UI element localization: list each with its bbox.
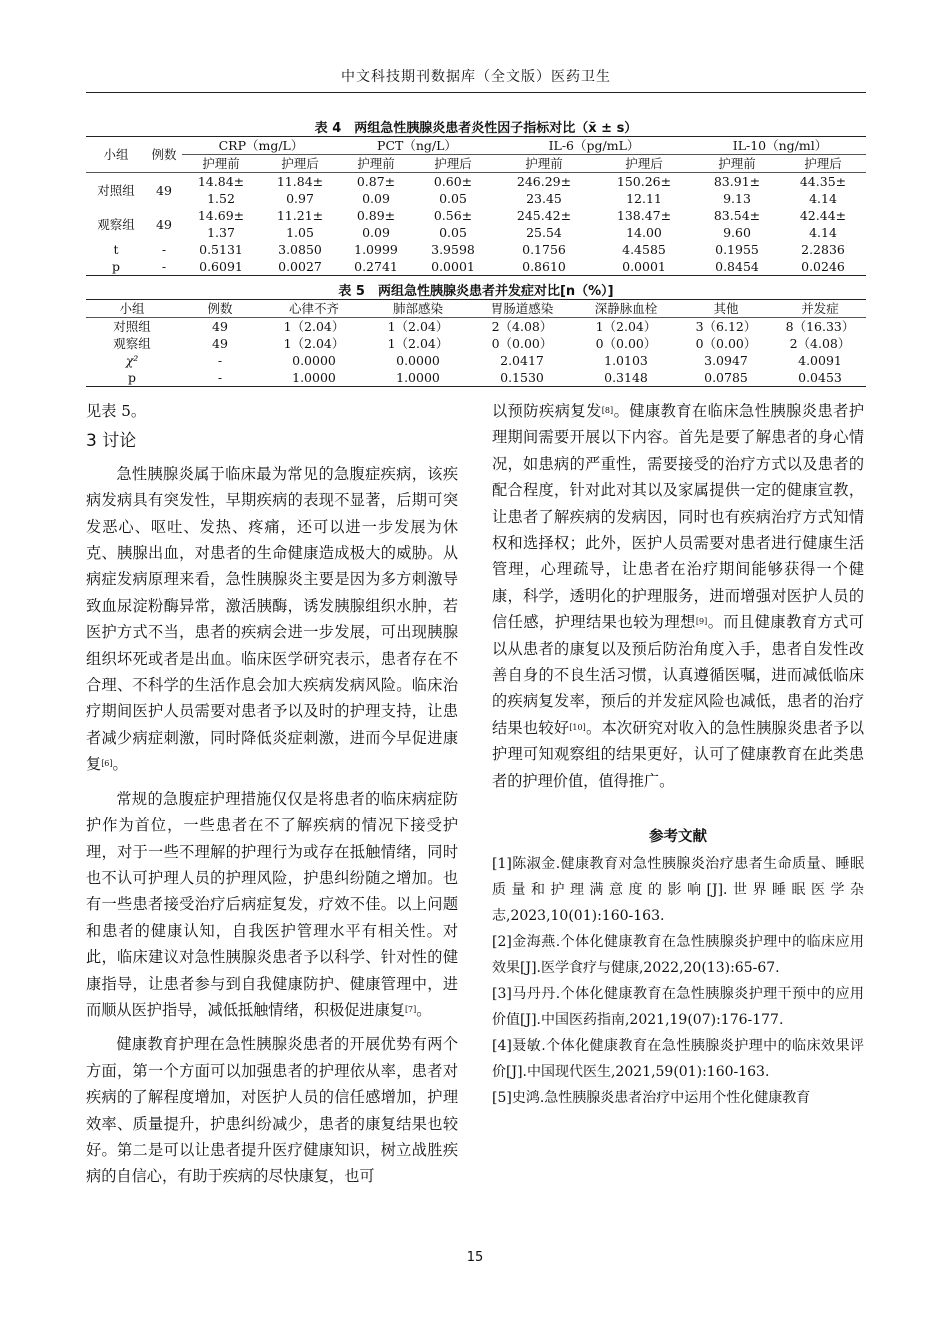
see-table-text: 见表 5。 [86, 402, 147, 420]
table5-caption: 表 5 两组急性胰腺炎患者并发症对比[n（%）] [338, 284, 614, 299]
cell: p [127, 370, 136, 385]
cell: 0.87± [356, 174, 396, 189]
cell: 11.84± [276, 174, 324, 189]
cell: 0.97 [286, 191, 314, 206]
t4-head-il6: IL-6（pg/mL） [494, 137, 694, 155]
paragraph-text: 。健康教育在临床急性胰腺炎患者护理期间需要开展以下内容。首先是要了解患者的身心情况，如患病的严重性，需要接受的治疗方式以及患者的配合程度，针对此对其以及家属提供一定的健康宣教，让患者了解疾病的发病因，同时也有疾病治疗方式知情权和选择权；此外，医护人员需要对患者进行健康生活管理，心理疏导，让患者在治疗期间能够获得一个健康，科学，透明化的护理服务，进而增强对医护人员的信任感，护理结果也较为理想 [492, 402, 865, 632]
t4-head-before: 护理前 [525, 156, 563, 171]
cell: 0.5131 [199, 242, 243, 257]
t5-head: 心律不齐 [288, 301, 339, 316]
cell: 0.05 [439, 191, 467, 206]
table-row [86, 190, 866, 207]
cell: 42.44± [799, 208, 847, 223]
citation: [8] [601, 406, 614, 415]
cell: 83.54± [713, 208, 761, 223]
table-row [86, 224, 866, 241]
cell: 观察组 [97, 216, 135, 232]
cell: 49 [156, 182, 172, 198]
citation: [10] [569, 722, 586, 732]
citation: [9] [695, 617, 708, 627]
cell: 44.35± [799, 174, 847, 189]
cell: 0.1955 [715, 242, 759, 257]
t5-head: 并发症 [801, 301, 839, 316]
cell: 0.05 [439, 225, 467, 240]
cell: 1（2.04） [283, 336, 345, 351]
table4 [86, 136, 866, 276]
table-row [86, 207, 866, 224]
reference-item: [4]聂敏.个体化健康教育在急性胰腺炎护理中的临床效果评价[J].中国现代医生,2021,59(01):160-163. [492, 1037, 864, 1080]
journal-header: 中文科技期刊数据库（全文版）医药卫生 [341, 69, 611, 85]
t5-head: 肺部感染 [392, 301, 443, 316]
cell: 49 [212, 319, 228, 334]
cell: 1.0999 [354, 242, 398, 257]
cell: 0.1756 [522, 242, 566, 257]
cell: 138.47± [616, 208, 672, 223]
cell: 1（2.04） [283, 319, 345, 334]
citation: [6] [101, 759, 113, 769]
cell: 245.42± [516, 208, 572, 223]
punctuation: 。 [416, 1000, 432, 1019]
cell: 4.14 [809, 225, 837, 240]
page-number: 15 [466, 1250, 484, 1265]
section-heading: 3 讨论 [86, 431, 137, 452]
cell: 0.0000 [292, 353, 336, 368]
paragraph [492, 398, 864, 794]
cell: 对照组 [113, 319, 151, 334]
cell: 2.2836 [801, 242, 845, 257]
cell: 150.26± [616, 174, 672, 189]
paragraph-text: 。本次研究对收入的急性胰腺炎患者予以护理可知观察组的结果更好，认可了健康教育在此类患者的护理价值，值得推广。 [492, 718, 865, 790]
cell: - [217, 353, 223, 368]
cell: 0.3148 [604, 370, 648, 385]
paragraph-text: 常规的急腹症护理措施仅仅是将患者的临床病症防护作为首位，一些患者在不了解疾病的情况下接受护理，对于一些不理解的护理行为或存在抵触情绪，同时也不认可护理人员的护理风险，护患纠纷随之增加。也有一些患者接受治疗后病症复发，疗效不佳。以上问题和患者的健康认知，自我医护管理水平有相关性。对此，临床建议对急性胰腺炎患者予以科学、针对性的健康指导，让患者参与到自我健康防护、健康管理中，进而顺从医护指导，减低抵触情绪，积极促进康复 [86, 789, 458, 1019]
cell: 0.56± [433, 208, 473, 223]
cell: 1（2.04） [387, 319, 449, 334]
cell: 0.0001 [431, 259, 475, 274]
cell: 0（0.00） [595, 336, 657, 351]
cell: 3.0947 [704, 353, 748, 368]
t4-head-after: 护理后 [434, 156, 472, 171]
cell: 0.0785 [704, 370, 748, 385]
cell: - [161, 242, 167, 257]
table-row [86, 173, 866, 191]
cell: 14.84± [197, 174, 245, 189]
cell: 25.54 [526, 225, 562, 240]
table-row [86, 335, 866, 352]
table-row [86, 318, 866, 336]
t4-head-crp: CRP（mg/L） [182, 137, 340, 155]
table-row [86, 241, 866, 258]
t5-head: 胃肠道感染 [490, 301, 554, 316]
cell: 0.60± [433, 174, 473, 189]
reference-item: [5]史鸿.急性胰腺炎患者治疗中运用个性化健康教育 [492, 1089, 811, 1106]
t4-head-after: 护理后 [804, 156, 842, 171]
table4-caption: 表 4 两组急性胰腺炎患者炎性因子指标对比（x̄ ± s） [314, 121, 638, 136]
cell: - [161, 259, 167, 274]
cell: 观察组 [113, 336, 151, 351]
cell: 0.0027 [278, 259, 322, 274]
cell: 1.05 [286, 225, 314, 240]
citation: [7] [404, 1004, 417, 1014]
cell: 0.0453 [798, 370, 842, 385]
cell: 83.91± [713, 174, 761, 189]
t4-head-before: 护理前 [357, 156, 395, 171]
paragraph [86, 1031, 458, 1189]
t4-head-before: 护理前 [202, 156, 240, 171]
cell: 0.0001 [622, 259, 666, 274]
header-rule [86, 92, 866, 93]
t4-head-pct: PCT（ng/L） [340, 137, 494, 155]
t4-head-before: 护理前 [718, 156, 756, 171]
cell: 1.0000 [292, 370, 336, 385]
cell: 49 [212, 336, 228, 351]
paragraph-text: 。而且健康教育方式可以从患者的康复以及预后防治角度入手，患者自发性改善自身的不良生活习惯，认真遵循医嘱，进而减低临床的疾病复发率，预后的并发症风险也减低，患者的治疗结果也较好 [492, 613, 865, 737]
t4-head-after: 护理后 [625, 156, 663, 171]
paragraph [86, 786, 458, 1024]
cell: 9.60 [723, 225, 751, 240]
cell: 1.0000 [396, 370, 440, 385]
cell: 1.0103 [604, 353, 648, 368]
references-heading: 参考文献 [649, 829, 707, 846]
cell: 0（0.00） [695, 336, 757, 351]
cell: 0（0.00） [491, 336, 553, 351]
left-column [86, 398, 458, 1190]
punctuation: 。 [112, 755, 128, 774]
cell: 14.00 [626, 225, 662, 240]
cell: 0.89± [356, 208, 396, 223]
reference-list [492, 851, 864, 1111]
cell: 1（2.04） [387, 336, 449, 351]
cell: - [217, 370, 223, 385]
reference-item: [2]金海燕.个体化健康教育在急性胰腺炎护理中的临床应用效果[J].医学食疗与健康,2022,20(13):65-67. [492, 933, 864, 976]
cell: 1.52 [207, 191, 235, 206]
t4-head-n: 例数 [151, 147, 177, 162]
cell: 0.8610 [522, 259, 566, 274]
cell: 0.2741 [354, 259, 398, 274]
reference-item: [3]马丹丹.个体化健康教育在急性胰腺炎护理干预中的应用价值[J].中国医药指南,2021,19(07):176-177. [492, 985, 864, 1028]
cell: p [111, 259, 120, 274]
paragraph-text: 以预防疾病复发 [492, 402, 602, 420]
cell: 246.29± [516, 174, 572, 189]
t5-head: 小组 [119, 301, 145, 316]
paragraph-text: 健康教育护理在急性胰腺炎患者的开展优势有两个方面，第一个方面可以加强患者的护理依从率，患者对疾病的了解程度增加，对医护人员的信任感增加，护理效率、质量提升，护患纠纷减少，患者的康复结果也较好。第二是可以让患者提升医疗健康知识，树立战胜疾病的自信心，有助于疾病的尽快康复，也可 [86, 1035, 458, 1186]
cell: 11.21± [276, 208, 324, 223]
table5 [86, 299, 866, 387]
cell: 2（4.08） [789, 336, 851, 351]
cell: t [113, 242, 119, 257]
table-row [86, 369, 866, 387]
right-column [492, 398, 864, 1111]
cell: 12.11 [626, 191, 662, 206]
cell: χ² [125, 353, 139, 368]
cell: 1（2.04） [595, 319, 657, 334]
cell: 2.0417 [500, 353, 544, 368]
cell: 9.13 [723, 191, 751, 206]
cell: 0.1530 [500, 370, 544, 385]
cell: 0.6091 [199, 259, 243, 274]
table-row [86, 258, 866, 276]
t5-head: 深静脉血栓 [594, 301, 658, 316]
t4-head-group: 小组 [103, 147, 129, 162]
cell: 3（6.12） [695, 319, 757, 334]
cell: 0.09 [362, 191, 390, 206]
t4-head-after: 护理后 [281, 156, 319, 171]
t5-head: 其他 [713, 301, 739, 316]
cell: 4.0091 [798, 353, 842, 368]
cell: 4.14 [809, 191, 837, 206]
cell: 0.0246 [801, 259, 845, 274]
cell: 8（16.33） [785, 319, 855, 334]
paragraph [86, 461, 458, 778]
cell: 1.37 [207, 225, 235, 240]
reference-item: [1]陈淑金.健康教育对急性胰腺炎治疗患者生命质量、睡眠质量和护理满意度的影响[J].世界睡眠医学杂志,2023,10(01):160-163. [492, 855, 864, 924]
t4-head-il10: IL-10（ng/ml） [694, 137, 866, 155]
t5-head: 例数 [207, 301, 233, 316]
table-row [86, 352, 866, 369]
cell: 49 [156, 216, 172, 232]
cell: 0.09 [362, 225, 390, 240]
cell: 4.4585 [622, 242, 666, 257]
cell: 2（4.08） [491, 319, 553, 334]
cell: 0.0000 [396, 353, 440, 368]
cell: 23.45 [526, 191, 562, 206]
cell: 0.8454 [715, 259, 759, 274]
cell: 对照组 [97, 182, 135, 198]
cell: 3.9598 [431, 242, 475, 257]
paragraph-text: 急性胰腺炎属于临床最为常见的急腹症疾病，该疾病发病具有突发性，早期疾病的表现不显著，后期可突发恶心、呕吐、发热、疼痛，还可以进一步发展为休克、胰腺出血，对患者的生命健康造成极大的威胁。从病症发病原理来看，急性胰腺炎主要是因为多方刺激导致血尿淀粉酶异常，激活胰酶，诱发胰腺组织水肿，若医护方式不当，患者的疾病会进一步发展，可出现胰腺组织坏死或者是出血。临床医学研究表示，患者存在不合理、不科学的生活作息会加大疾病发病风险。临床治疗期间医护人员需要对患者予以及时的护理支持，让患者减少病症刺激，同时降低炎症刺激，进而今早促进康复 [86, 464, 458, 774]
cell: 14.69± [197, 208, 245, 223]
cell: 3.0850 [278, 242, 322, 257]
